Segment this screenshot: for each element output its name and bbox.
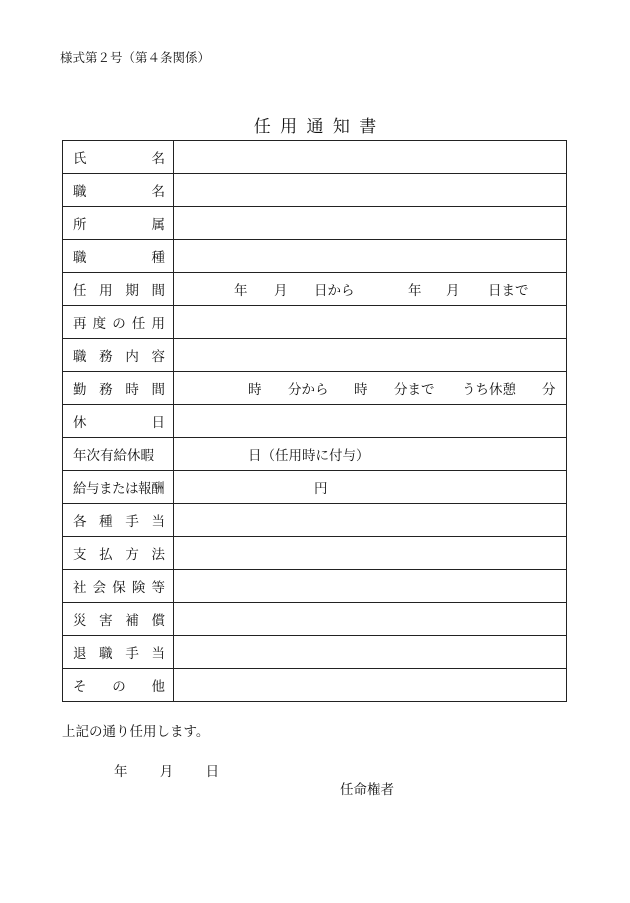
hours-break: うち休憩	[462, 382, 516, 398]
row-label-accident-compensation	[63, 603, 174, 636]
table-row	[63, 669, 567, 702]
field-name[interactable]	[174, 141, 567, 174]
label-char: 名	[151, 184, 165, 200]
row-label-name	[63, 141, 174, 174]
field-payment-method[interactable]	[174, 537, 567, 570]
issue-date	[114, 760, 247, 780]
table-row	[63, 141, 567, 174]
row-label-allowances	[63, 504, 174, 537]
table-row	[63, 405, 567, 438]
label-text: 年次有給休暇	[73, 448, 154, 464]
table-row	[63, 438, 567, 471]
table-row	[63, 240, 567, 273]
label-char: 職	[73, 250, 87, 266]
label-char: 期	[125, 283, 139, 299]
row-label-job-type	[63, 240, 174, 273]
form-reference: 様式第２号（第４条関係）	[60, 50, 211, 65]
label-char: 手	[125, 646, 139, 662]
date-month: 月	[159, 764, 174, 780]
appointment-form-table	[62, 140, 567, 702]
row-label-retirement-allowance	[63, 636, 174, 669]
label-char: 災	[73, 613, 87, 629]
row-label-holidays	[63, 405, 174, 438]
label-char: 方	[125, 547, 139, 563]
label-char: 償	[151, 613, 165, 629]
label-char: 用	[99, 283, 113, 299]
label-char: 補	[125, 613, 139, 629]
period-start-day: 日から	[314, 283, 355, 299]
label-char: 社	[73, 580, 87, 596]
label-char: 容	[151, 349, 165, 365]
label-char: の	[112, 679, 126, 695]
label-text: 給与または報酬	[73, 481, 164, 497]
table-row	[63, 603, 567, 636]
appointing-authority: 任命権者	[340, 782, 394, 798]
label-char: そ	[73, 679, 87, 695]
label-char: 種	[99, 514, 113, 530]
period-end-month: 月	[446, 283, 460, 299]
label-char: 再	[73, 316, 87, 332]
label-char: 保	[112, 580, 126, 596]
table-row	[63, 504, 567, 537]
row-label-job-title	[63, 174, 174, 207]
row-label-duties	[63, 339, 174, 372]
field-appointment-period[interactable]	[174, 273, 567, 306]
label-char: 各	[73, 514, 87, 530]
table-row	[63, 174, 567, 207]
field-duties[interactable]	[174, 339, 567, 372]
field-affiliation[interactable]	[174, 207, 567, 240]
label-char: 退	[73, 646, 87, 662]
period-end-year: 年	[408, 283, 422, 299]
hours-break-min: 分	[542, 382, 556, 398]
field-social-insurance[interactable]	[174, 570, 567, 603]
label-char: 間	[151, 382, 165, 398]
label-char: 属	[151, 217, 165, 233]
label-char: 用	[151, 316, 165, 332]
field-other[interactable]	[174, 669, 567, 702]
document-title: 任用通知書	[253, 117, 386, 137]
label-char: 職	[73, 184, 87, 200]
hours-start-hour: 時	[248, 382, 262, 398]
table-row	[63, 636, 567, 669]
field-accident-compensation[interactable]	[174, 603, 567, 636]
table-row	[63, 471, 567, 504]
date-day: 日	[205, 764, 220, 780]
field-reappointment[interactable]	[174, 306, 567, 339]
label-char: 害	[99, 613, 113, 629]
row-label-social-insurance	[63, 570, 174, 603]
label-char: 手	[125, 514, 139, 530]
label-char: 名	[151, 151, 165, 167]
label-char: 度	[92, 316, 107, 332]
label-char: 間	[151, 283, 165, 299]
field-annual-leave[interactable]	[174, 438, 567, 471]
row-label-affiliation	[63, 207, 174, 240]
field-job-title[interactable]	[174, 174, 567, 207]
table-row	[63, 570, 567, 603]
field-pay[interactable]	[174, 471, 567, 504]
period-start-year: 年	[234, 283, 248, 299]
row-label-annual-leave	[63, 438, 174, 471]
row-label-payment-method	[63, 537, 174, 570]
row-label-appointment-period	[63, 273, 174, 306]
row-label-other	[63, 669, 174, 702]
label-char: 職	[73, 349, 87, 365]
date-year: 年	[114, 764, 128, 780]
label-char: 勤	[73, 382, 87, 398]
field-working-hours[interactable]	[174, 372, 567, 405]
label-char: 任	[73, 283, 87, 299]
label-char: 時	[125, 382, 139, 398]
label-char: 務	[99, 349, 113, 365]
label-char: 払	[99, 547, 113, 563]
leave-days: 日（任用時に付与）	[248, 448, 370, 464]
label-char: 法	[151, 547, 165, 563]
label-char: 所	[73, 217, 87, 233]
table-row	[63, 372, 567, 405]
label-char: 支	[73, 547, 87, 563]
label-char: 険	[131, 580, 146, 596]
field-job-type[interactable]	[174, 240, 567, 273]
hours-start-min: 分から	[288, 382, 329, 398]
pay-unit: 円	[314, 481, 328, 497]
appointment-statement: 上記の通り任用します。	[62, 724, 210, 740]
table-row	[63, 537, 567, 570]
label-char: 会	[92, 580, 107, 596]
table-row	[63, 339, 567, 372]
row-label-reappointment	[63, 306, 174, 339]
row-label-pay	[63, 471, 174, 504]
row-label-working-hours	[63, 372, 174, 405]
label-char: 他	[151, 679, 165, 695]
label-char: 日	[151, 415, 165, 431]
label-char: 等	[151, 580, 165, 596]
field-allowances[interactable]	[174, 504, 567, 537]
label-char: 任	[131, 316, 146, 332]
table-row	[63, 207, 567, 240]
label-char: の	[112, 316, 126, 332]
label-char: 当	[151, 646, 165, 662]
label-char: 職	[99, 646, 113, 662]
hours-end-hour: 時	[354, 382, 368, 398]
label-char: 種	[151, 250, 165, 266]
field-retirement-allowance[interactable]	[174, 636, 567, 669]
table-row	[63, 306, 567, 339]
label-char: 内	[125, 349, 139, 365]
hours-end-min: 分まで	[394, 382, 435, 398]
field-holidays[interactable]	[174, 405, 567, 438]
label-char: 当	[151, 514, 165, 530]
label-char: 休	[73, 415, 87, 431]
period-start-month: 月	[274, 283, 288, 299]
label-char: 氏	[73, 151, 87, 167]
table-row	[63, 273, 567, 306]
label-char: 務	[99, 382, 113, 398]
period-end-day: 日まで	[488, 283, 529, 299]
